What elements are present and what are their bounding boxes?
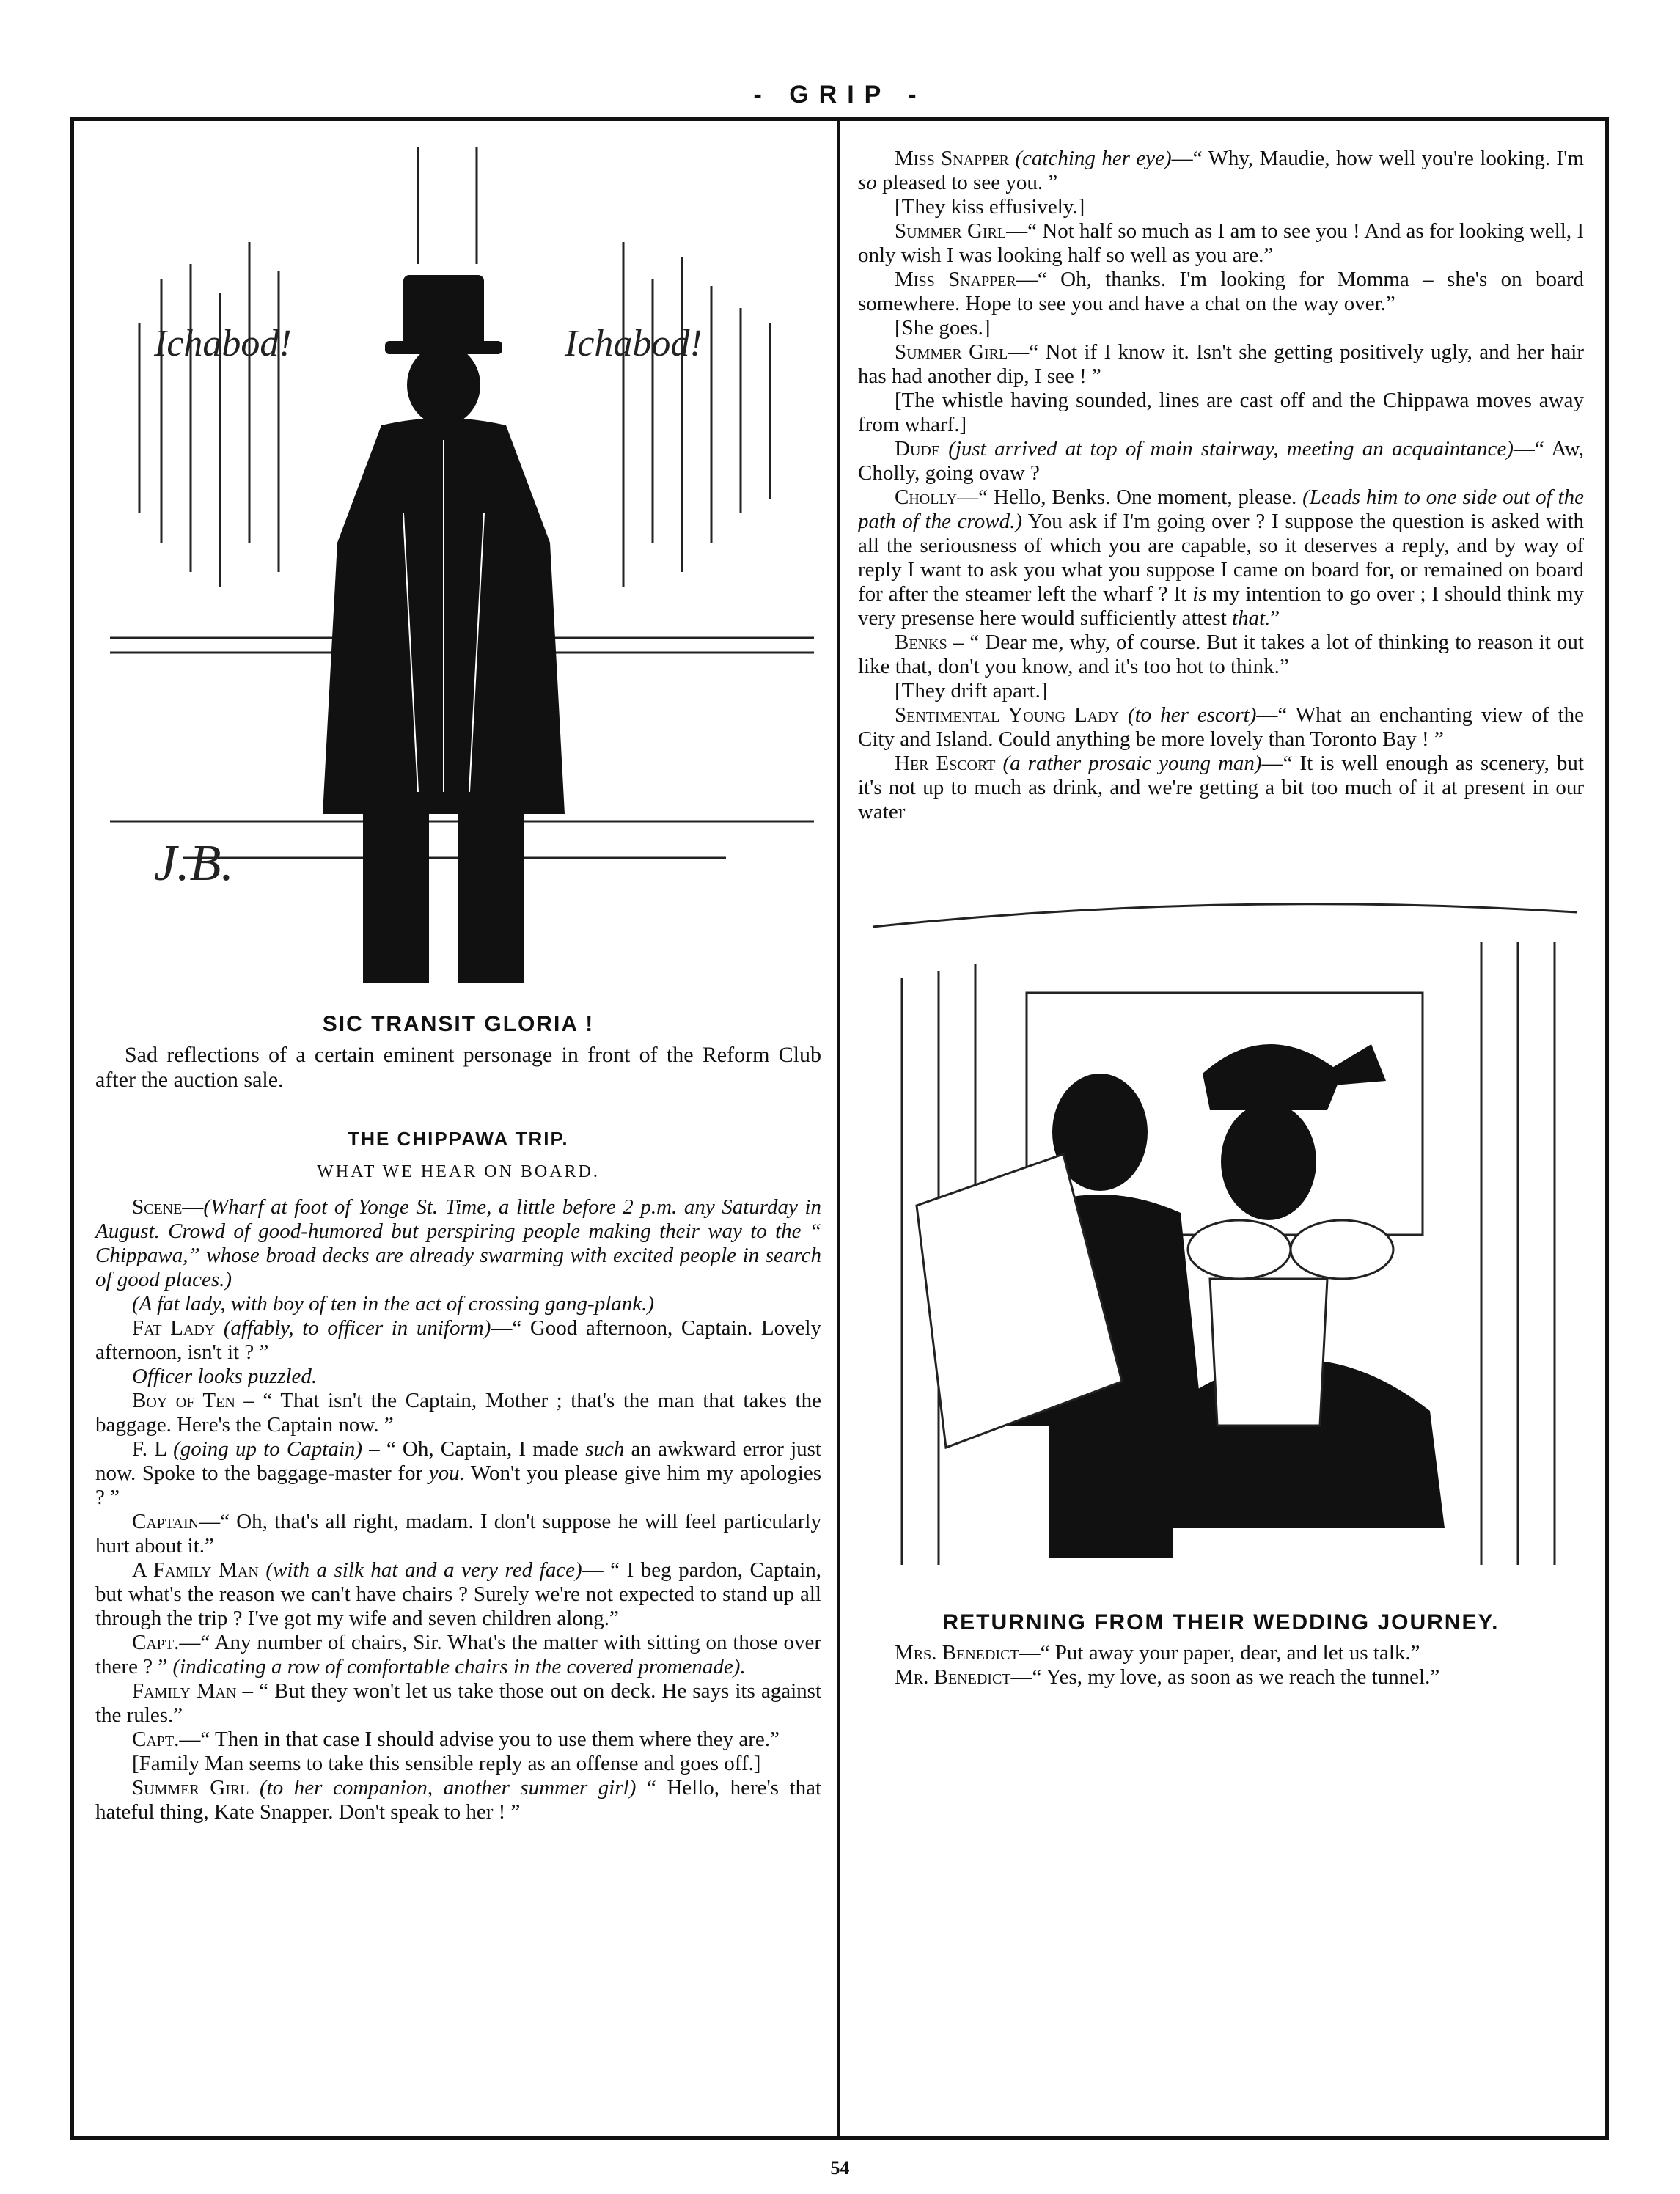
dialogue-text: [1119, 703, 1128, 727]
stage-direction: (going up to Captain): [173, 1437, 362, 1461]
dialogue-text: —“ Yes, my love, as soon as we reach the tunnel.”: [1010, 1665, 1440, 1689]
dialogue-paragraph: [858, 147, 1584, 195]
dialogue-text: —“ Then in that case I should advise you to use them where they are.”: [179, 1728, 780, 1751]
dialogue-paragraph: [858, 752, 1584, 824]
speaker-name: Cholly: [895, 485, 958, 509]
dialogue-paragraph: [858, 340, 1584, 389]
dialogue-paragraph: [95, 1631, 821, 1679]
dialogue-paragraph: [95, 1389, 821, 1437]
dialogue-paragraph: [858, 219, 1584, 268]
article-title: THE CHIPPAWA TRIP.: [348, 1128, 569, 1150]
speaker-name: Scene: [132, 1195, 183, 1219]
dialogue-paragraph: [95, 1752, 821, 1776]
dialogue-paragraph: [95, 1365, 821, 1389]
dialogue-text: “ Hello, here's that hateful thing, Kate Snapper. Don't speak to her ! ”: [95, 1776, 822, 1824]
dialogue-text: [The whistle having sounded, lines are cast off and the Chippawa moves away from wharf.]: [858, 389, 1584, 436]
page-number: 54: [830, 2157, 850, 2179]
dialogue-text: ”: [1270, 606, 1280, 630]
stage-direction: (indicating a row of comfortable chairs in the covered promenade).: [172, 1655, 746, 1678]
speaker-name: Miss Snapper: [895, 147, 1009, 170]
speaker-name: Boy of Ten: [132, 1389, 235, 1412]
dialogue-paragraph: [95, 1728, 821, 1752]
dialogue-paragraph: [95, 1316, 821, 1365]
stage-direction: such: [585, 1437, 625, 1461]
dialogue-paragraph: [95, 1195, 821, 1292]
stage-direction: (with a silk hat and a very red face): [265, 1558, 582, 1582]
dialogue-text: —“ Why, Maudie, how well you're looking. I'm: [1171, 147, 1584, 170]
dialogue-text: an awkward error just now. Spoke to the baggage-master for: [95, 1437, 821, 1485]
speaker-name: Mr. Benedict: [895, 1665, 1011, 1689]
cartoon-wedding-journey-drawing: [858, 868, 1584, 1602]
cartoon-sic-transit-drawing: [95, 132, 821, 1005]
stage-direction: you.: [428, 1461, 465, 1485]
dialogue-paragraph: [95, 1558, 821, 1631]
speaker-name: Dude: [895, 437, 941, 461]
stage-direction: (to her companion, another summer girl): [259, 1776, 637, 1799]
stage-direction: so: [858, 171, 877, 194]
stage-direction: (Wharf at foot of Yonge St. Time, a little before 2 p.m. any Saturday in August. Crowd of good-humored but perspiring people making their way to the “ Chippawa,” whose broad decks are already swarming with excited people in search of good places.): [95, 1195, 821, 1291]
stage-direction: Officer looks puzzled.: [132, 1365, 318, 1388]
dialogue-paragraph: [858, 1641, 1584, 1665]
dialogue-text: Won't you please give him my apologies ? ”: [95, 1461, 821, 1509]
dialogue-text: [They drift apart.]: [895, 679, 1048, 702]
dialogue-text: – “ Dear me, why, of course. But it takes a lot of thinking to reason it out like that, don't you know, and it's too hot to think.”: [858, 631, 1584, 678]
dialogue-text: my intention to go over ; I should think my very presense here would sufficiently attest: [858, 582, 1584, 630]
cartoon2-caption: [858, 1641, 1584, 1689]
dialogue-text: – “ That isn't the Captain, Mother ; that's the man that takes the baggage. Here's the Captain now. ”: [95, 1389, 821, 1437]
stage-direction: (to her escort): [1128, 703, 1257, 727]
dialogue-text: pleased to see you. ”: [876, 171, 1058, 194]
dialogue-paragraph: [858, 485, 1584, 631]
speaker-name: Family Man: [132, 1679, 237, 1703]
dialogue-paragraph: [858, 268, 1584, 316]
article-dialogue-right: [858, 147, 1584, 824]
cartoon2-title: RETURNING FROM THEIR WEDDING JOURNEY.: [942, 1610, 1500, 1635]
sign-left-text: Ichabod!: [154, 323, 292, 364]
cartoon1-title: SIC TRANSIT GLORIA !: [322, 1012, 595, 1036]
speaker-name: Mrs. Benedict: [895, 1641, 1019, 1665]
dialogue-text: You ask if I'm going over ? I suppose the question is asked with all the seriousness of which you are capable, so it deserves a reply, and by way of reply I want to ask you what you suppose I came on board for, or remained on board for after the steamer left the wharf ? It: [858, 510, 1585, 606]
dialogue-text: [940, 437, 948, 461]
dialogue-paragraph: [95, 1437, 821, 1510]
dialogue-text: —“ Good afternoon, Captain. Lovely afternoon, isn't it ? ”: [95, 1316, 822, 1364]
cartoon-sic-transit: [95, 132, 821, 1005]
speaker-name: Capt.: [132, 1631, 180, 1654]
left-column: [95, 132, 821, 1824]
dialogue-text: [215, 1316, 224, 1340]
speaker-name: Summer Girl: [895, 340, 1008, 364]
dialogue-text: —“ Not if I know it. Isn't she getting positively ugly, and her hair has had another dip, I see ! ”: [858, 340, 1584, 388]
stage-direction: is: [1192, 582, 1207, 606]
cartoon1-caption: Sad reflections of a certain eminent personage in front of the Reform Club after the auction sale.: [95, 1043, 821, 1092]
stage-direction: (catching her eye): [1015, 147, 1172, 170]
dialogue-text: — “ I beg pardon, Captain, but what's the reason we can't have chairs ? Surely we're not expected to stand up all through the trip ? I've got my wife and seven children along.”: [95, 1558, 821, 1630]
cartoon-wedding-journey: [858, 868, 1584, 1602]
speaker-name: Capt.: [132, 1728, 180, 1751]
dialogue-text: [259, 1558, 266, 1582]
dialogue-paragraph: [858, 631, 1584, 679]
dialogue-paragraph: [858, 703, 1584, 752]
dialogue-text: – “ But they won't let us take those out on deck. He says its against the rules.”: [95, 1679, 822, 1727]
stage-direction: (a rather prosaic young man): [1002, 752, 1262, 775]
dialogue-text: —“ Oh, thanks. I'm looking for Momma – she's on board somewhere. Hope to see you and have a chat on the way over.”: [858, 268, 1584, 315]
dialogue-paragraph: [858, 195, 1584, 219]
dialogue-text: —“ Put away your paper, dear, and let us talk.”: [1019, 1641, 1420, 1665]
dialogue-paragraph: [95, 1292, 821, 1316]
stage-direction: (A fat lady, with boy of ten in the act of crossing gang-plank.): [132, 1292, 655, 1316]
masthead: - GRIP -: [753, 81, 927, 109]
column-divider: [837, 120, 840, 2138]
dialogue-text: —“ Oh, that's all right, madam. I don't suppose he will feel particularly hurt about it.”: [95, 1510, 821, 1558]
speaker-name: Captain: [132, 1510, 199, 1533]
dialogue-paragraph: [858, 389, 1584, 437]
article-subtitle: WHAT WE HEAR ON BOARD.: [317, 1162, 600, 1181]
dialogue-text: [They kiss effusively.]: [895, 195, 1085, 219]
right-column: [858, 147, 1584, 1689]
dialogue-text: [249, 1776, 260, 1799]
dialogue-text: [Family Man seems to take this sensible reply as an offense and goes off.]: [132, 1752, 761, 1775]
dialogue-paragraph: [95, 1510, 821, 1558]
dialogue-text: —: [182, 1195, 204, 1219]
speaker-name: Summer Girl: [895, 219, 1007, 243]
speaker-name: Benks: [895, 631, 947, 654]
speaker-name: Sentimental Young Lady: [895, 703, 1120, 727]
dialogue-text: —“ Aw, Cholly, going ovaw ?: [858, 437, 1584, 485]
dialogue-paragraph: [858, 679, 1584, 703]
article-dialogue-left: [95, 1195, 821, 1824]
stage-direction: (just arrived at top of main stairway, meeting an acquaintance): [948, 437, 1514, 461]
speaker-name: A Family Man: [132, 1558, 259, 1582]
dialogue-paragraph: [95, 1679, 821, 1728]
dialogue-text: F. L: [132, 1437, 174, 1461]
dialogue-text: – “ Oh, Captain, I made: [362, 1437, 586, 1461]
sign-right-text: Ichabod!: [565, 323, 703, 364]
artist-signature: J.B.: [154, 835, 234, 892]
speaker-name: Summer Girl: [132, 1776, 249, 1799]
dialogue-text: —“ What an enchanting view of the City and Island. Could anything be more lovely than Toronto Bay ! ”: [858, 703, 1585, 751]
dialogue-paragraph: [858, 316, 1584, 340]
dialogue-paragraph: [95, 1776, 821, 1824]
dialogue-text: —“ Any number of chairs, Sir. What's the matter with sitting on those over there ? ”: [95, 1631, 821, 1678]
dialogue-text: [She goes.]: [895, 316, 991, 340]
dialogue-text: —“ It is well enough as scenery, but it's not up to much as drink, and we're getting a bit too much of it at present in our water: [858, 752, 1584, 823]
stage-direction: (affably, to officer in uniform): [223, 1316, 491, 1340]
speaker-name: Fat Lady: [132, 1316, 216, 1340]
dialogue-text: —“ Hello, Benks. One moment, please.: [957, 485, 1303, 509]
dialogue-text: —“ Not half so much as I am to see you ! And as for looking well, I only wish I was looking half so well as you are.”: [858, 219, 1584, 267]
dialogue-text: [995, 752, 1002, 775]
stage-direction: (Leads him to one side out of the path of the crowd.): [858, 485, 1584, 533]
dialogue-paragraph: [858, 1665, 1584, 1689]
speaker-name: Miss Snapper: [895, 268, 1016, 291]
stage-direction: that.: [1232, 606, 1271, 630]
dialogue-paragraph: [858, 437, 1584, 485]
speaker-name: Her Escort: [895, 752, 996, 775]
